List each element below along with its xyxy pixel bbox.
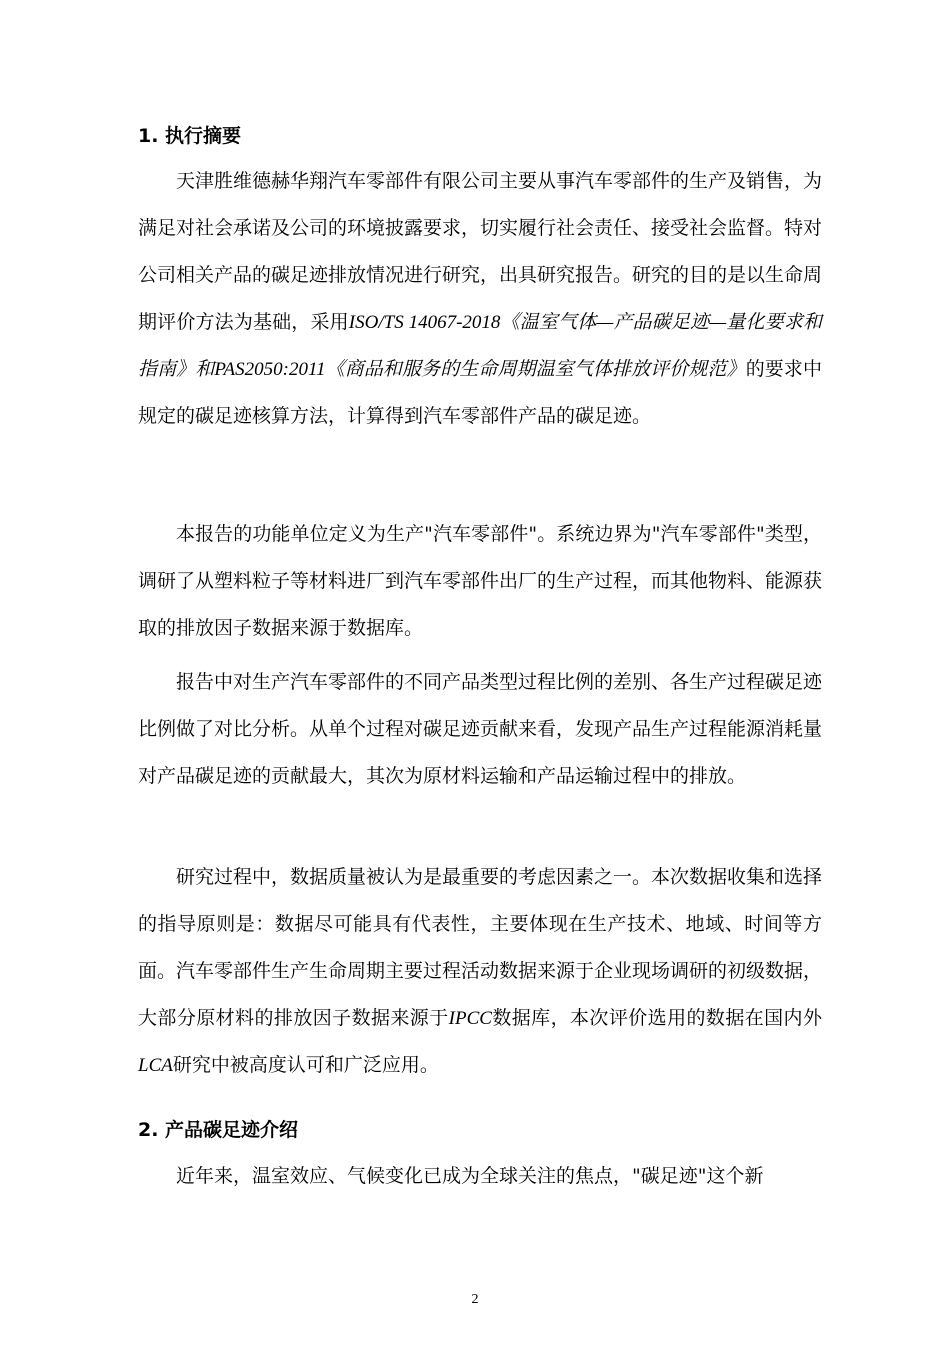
standard-reference: ISO/TS 14067-2018《温室气体—产品碳足迹—量化要求和指南》和PAS2050:2011《商品和服务的生命周期温室气体排放评价规范》 bbox=[138, 312, 822, 380]
paragraph-text: 天津胜维德赫华翔汽车零部件有限公司主要从事汽车零部件的生产及销售，为满足对社会承诺及公司的环境披露要求，切实履行社会责任、接受社会监督。特对公司相关产品的碳足迹排放情况进行研究，出具研究报告。研究的目的是以生命周期评价方法为基础，采用 bbox=[138, 170, 823, 333]
paragraph-comparative-analysis: 报告中对生产汽车零部件的不同产品类型过程比例的差别、各生产过程碳足迹比例做了对比分析。从单个过程对碳足迹贡献来看，发现产品生产过程能源消耗量对产品碳足迹的贡献最大，其次为原材料运输和产品运输过程中的排放。 bbox=[138, 671, 823, 787]
lca-term: LCA bbox=[138, 1055, 173, 1076]
paragraph-text: 研究过程中，数据质量被认为是最重要的考虑因素之一。本次数据收集和选择的指导原则是：数据尽可能具有代表性，主要体现在生产技术、地域、时间等方面。汽车零部件生产生命周期主要过程活动数据来源于企业现场调研的初级数据，大部分原材料的排放因子数据来源于 bbox=[138, 866, 823, 1029]
paragraph-carbon-footprint-intro: 近年来，温室效应、气候变化已成为全球关注的焦点，"碳足迹"这个新 bbox=[176, 1165, 764, 1187]
page-number: 2 bbox=[471, 1292, 479, 1307]
section-heading-executive-summary: 1. 执行摘要 bbox=[138, 125, 242, 147]
paragraph-text: 研究中被高度认可和广泛应用。 bbox=[172, 1054, 439, 1076]
paragraph-text: 数据库，本次评价选用的数据在国内外 bbox=[491, 1007, 822, 1029]
paragraph-functional-unit: 本报告的功能单位定义为生产"汽车零部件"。系统边界为"汽车零部件"类型，调研了从塑料粒子等材料进厂到汽车零部件出厂的生产过程，而其他物料、能源获取的排放因子数据来源于数据库。 bbox=[138, 523, 823, 639]
ipcc-term: IPCC bbox=[448, 1008, 492, 1029]
paragraph-data-quality bbox=[138, 854, 822, 1089]
paragraph-text: 的要求中规定的碳足迹核算方法，计算得到汽车零部件产品的碳足迹。 bbox=[138, 358, 822, 427]
section-heading-product-carbon-footprint: 2. 产品碳足迹介绍 bbox=[138, 1119, 299, 1141]
paragraph-company-overview bbox=[138, 158, 822, 440]
